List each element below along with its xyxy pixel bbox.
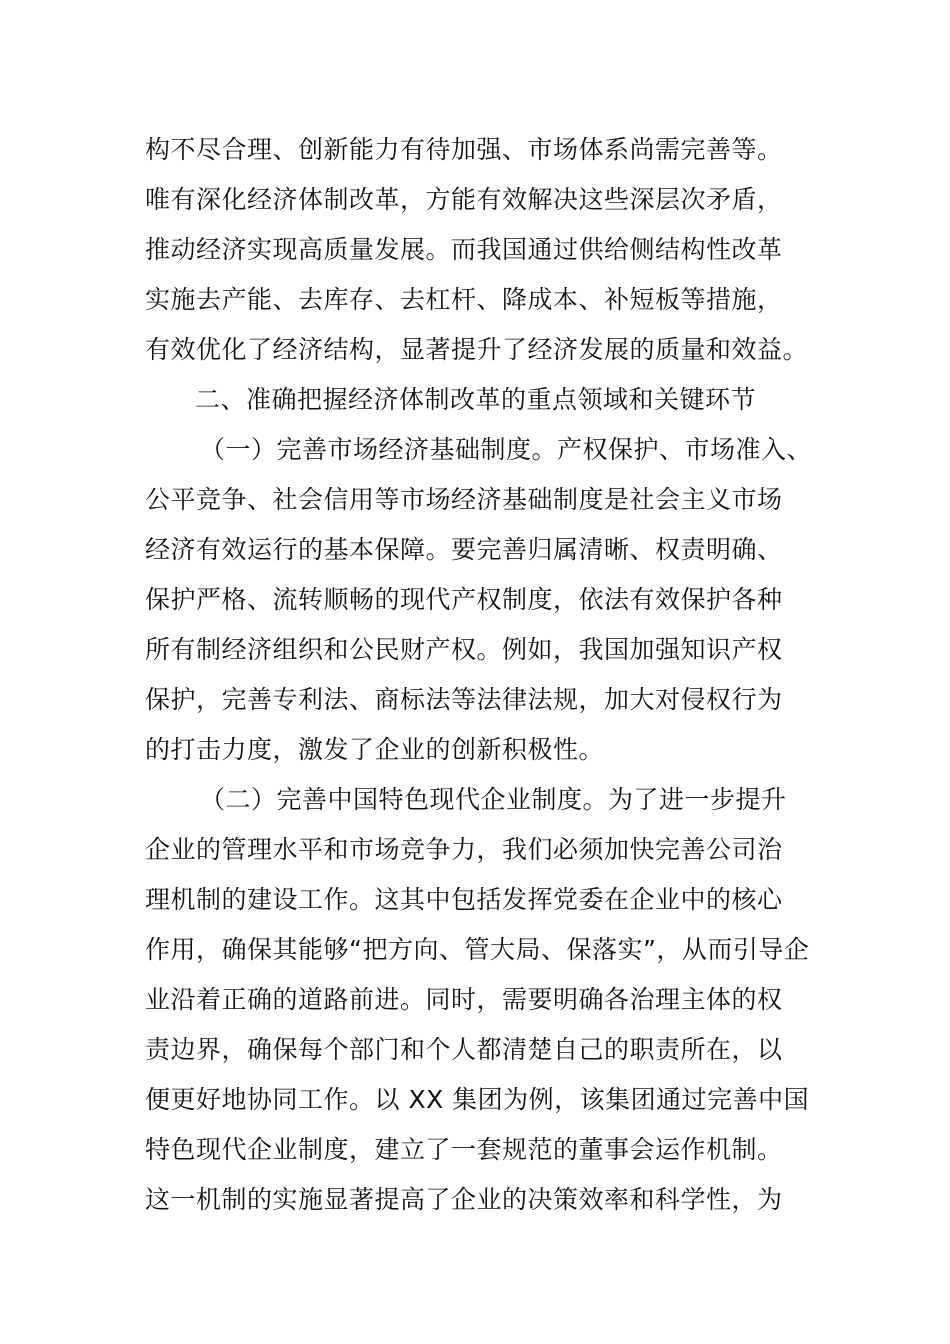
text-line: 推动经济实现高质量发展。而我国通过供给侧结构性改革 [145, 235, 783, 264]
text-line: 有效优化了经济结构，显著提升了经济发展的质量和效益。 [145, 335, 809, 364]
text-line: 特色现代企业制度，建立了一套规范的董事会运作机制。 [145, 1135, 783, 1164]
text-line: 保护严格、流转顺畅的现代产权制度，依法有效保护各种 [145, 585, 783, 614]
text-line: 经济有效运行的基本保障。要完善归属清晰、权责明确、 [145, 535, 783, 564]
text-line: 构不尽合理、创新能力有待加强、市场体系尚需完善等。 [145, 135, 783, 164]
text-line: 保护，完善专利法、商标法等法律法规，加大对侵权行为 [145, 685, 783, 714]
text-line: 企业的管理水平和市场竞争力，我们必须加快完善公司治 [145, 835, 783, 864]
text-line: 作用，确保其能够“把方向、管大局、保落实”，从而引导企 [145, 935, 810, 964]
subsection-heading: （二）完善中国特色现代企业制度。为了进一步提升 [200, 785, 787, 814]
text-line: 业沿着正确的道路前进。同时，需要明确各治理主体的权 [145, 985, 783, 1014]
text-line: 唯有深化经济体制改革，方能有效解决这些深层次矛盾， [145, 185, 783, 214]
text-line: 便更好地协同工作。以 XX 集团为例，该集团通过完善中国 [145, 1085, 810, 1114]
text-line: 的打击力度，激发了企业的创新积极性。 [145, 735, 605, 764]
text-line: 这一机制的实施显著提高了企业的决策效率和科学性，为 [145, 1185, 783, 1214]
text-line: 实施去产能、去库存、去杠杆、降成本、补短板等措施， [145, 285, 783, 314]
text-line: 理机制的建设工作。这其中包括发挥党委在企业中的核心 [145, 885, 783, 914]
section-heading: 二、准确把握经济体制改革的重点领域和关键环节 [195, 385, 757, 414]
text-line: 所有制经济组织和公民财产权。例如，我国加强知识产权 [145, 635, 783, 664]
text-line: 责边界，确保每个部门和个人都清楚自己的职责所在，以 [145, 1035, 783, 1064]
text-line: 公平竞争、社会信用等市场经济基础制度是社会主义市场 [145, 485, 783, 514]
subsection-heading: （一）完善市场经济基础制度。产权保护、市场准入、 [200, 435, 813, 464]
